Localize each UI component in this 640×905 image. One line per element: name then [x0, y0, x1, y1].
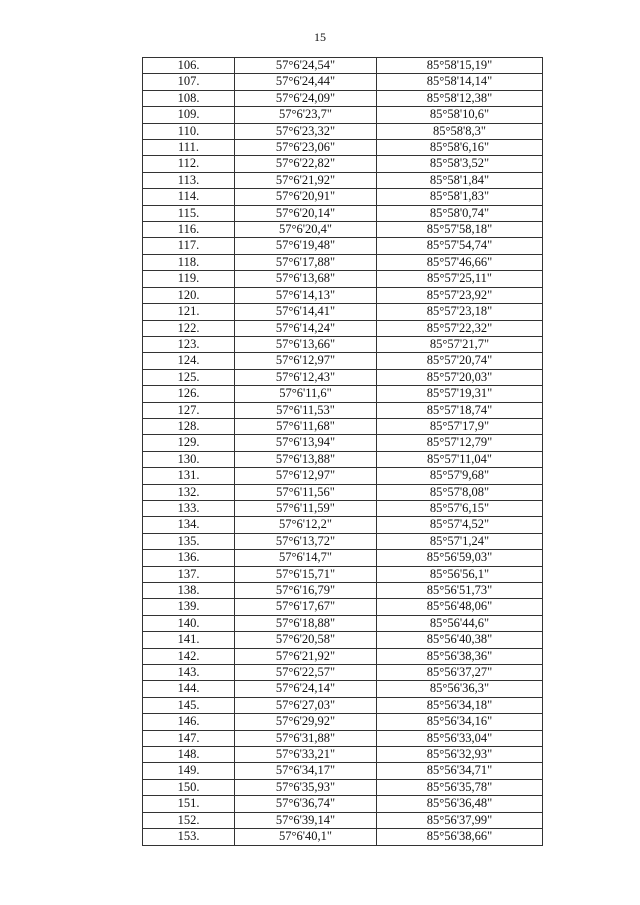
latitude-cell: 57°6'23,32"	[235, 123, 377, 139]
longitude-cell: 85°56'34,18"	[377, 697, 543, 713]
longitude-cell: 85°56'56,1"	[377, 566, 543, 582]
latitude-cell: 57°6'14,24"	[235, 320, 377, 336]
point-number-cell: 126.	[143, 386, 235, 402]
table-row	[143, 550, 543, 566]
latitude-cell: 57°6'11,53"	[235, 402, 377, 418]
table-row	[143, 517, 543, 533]
table-row	[143, 681, 543, 697]
latitude-cell: 57°6'36,74"	[235, 796, 377, 812]
latitude-cell: 57°6'34,17"	[235, 763, 377, 779]
table-row	[143, 304, 543, 320]
latitude-cell: 57°6'27,03"	[235, 697, 377, 713]
table-row	[143, 665, 543, 681]
latitude-cell: 57°6'17,88"	[235, 254, 377, 270]
point-number-cell: 137.	[143, 566, 235, 582]
point-number-cell: 111.	[143, 140, 235, 156]
point-number-cell: 129.	[143, 435, 235, 451]
longitude-cell: 85°58'3,52"	[377, 156, 543, 172]
point-number-cell: 135.	[143, 533, 235, 549]
point-number-cell: 132.	[143, 484, 235, 500]
latitude-cell: 57°6'15,71"	[235, 566, 377, 582]
point-number-cell: 114.	[143, 189, 235, 205]
coordinates-table	[142, 57, 543, 846]
table-row	[143, 156, 543, 172]
latitude-cell: 57°6'20,91"	[235, 189, 377, 205]
point-number-cell: 151.	[143, 796, 235, 812]
point-number-cell: 127.	[143, 402, 235, 418]
longitude-cell: 85°57'8,08"	[377, 484, 543, 500]
table-row	[143, 90, 543, 106]
table-row	[143, 583, 543, 599]
longitude-cell: 85°58'15,19"	[377, 58, 543, 74]
latitude-cell: 57°6'20,14"	[235, 205, 377, 221]
longitude-cell: 85°57'22,32"	[377, 320, 543, 336]
point-number-cell: 144.	[143, 681, 235, 697]
table-row	[143, 320, 543, 336]
table-row	[143, 254, 543, 270]
latitude-cell: 57°6'22,57"	[235, 665, 377, 681]
longitude-cell: 85°56'32,93"	[377, 747, 543, 763]
point-number-cell: 110.	[143, 123, 235, 139]
table-row	[143, 533, 543, 549]
longitude-cell: 85°58'1,84"	[377, 172, 543, 188]
latitude-cell: 57°6'14,13"	[235, 287, 377, 303]
point-number-cell: 149.	[143, 763, 235, 779]
longitude-cell: 85°57'18,74"	[377, 402, 543, 418]
longitude-cell: 85°57'4,52"	[377, 517, 543, 533]
longitude-cell: 85°56'59,03"	[377, 550, 543, 566]
point-number-cell: 115.	[143, 205, 235, 221]
point-number-cell: 136.	[143, 550, 235, 566]
table-row	[143, 500, 543, 516]
table-row	[143, 697, 543, 713]
point-number-cell: 148.	[143, 747, 235, 763]
latitude-cell: 57°6'12,97"	[235, 468, 377, 484]
page-number: 15	[314, 30, 326, 44]
table-row	[143, 763, 543, 779]
longitude-cell: 85°57'11,04"	[377, 451, 543, 467]
latitude-cell: 57°6'11,59"	[235, 500, 377, 516]
point-number-cell: 107.	[143, 74, 235, 90]
table-row	[143, 812, 543, 828]
table-row	[143, 287, 543, 303]
longitude-cell: 85°56'36,48"	[377, 796, 543, 812]
point-number-cell: 143.	[143, 665, 235, 681]
longitude-cell: 85°58'1,83"	[377, 189, 543, 205]
point-number-cell: 116.	[143, 222, 235, 238]
point-number-cell: 138.	[143, 583, 235, 599]
latitude-cell: 57°6'20,58"	[235, 632, 377, 648]
longitude-cell: 85°56'34,71"	[377, 763, 543, 779]
longitude-cell: 85°58'6,16"	[377, 140, 543, 156]
table-row	[143, 484, 543, 500]
table-row	[143, 386, 543, 402]
table-row	[143, 402, 543, 418]
longitude-cell: 85°57'12,79"	[377, 435, 543, 451]
longitude-cell: 85°56'44,6"	[377, 615, 543, 631]
point-number-cell: 153.	[143, 829, 235, 845]
latitude-cell: 57°6'11,6"	[235, 386, 377, 402]
latitude-cell: 57°6'13,88"	[235, 451, 377, 467]
point-number-cell: 106.	[143, 58, 235, 74]
latitude-cell: 57°6'13,66"	[235, 336, 377, 352]
table-row	[143, 615, 543, 631]
longitude-cell: 85°57'58,18"	[377, 222, 543, 238]
longitude-cell: 85°56'40,38"	[377, 632, 543, 648]
table-row	[143, 107, 543, 123]
point-number-cell: 141.	[143, 632, 235, 648]
table-row	[143, 58, 543, 74]
latitude-cell: 57°6'11,68"	[235, 418, 377, 434]
table-row	[143, 172, 543, 188]
table-row	[143, 271, 543, 287]
latitude-cell: 57°6'21,92"	[235, 172, 377, 188]
latitude-cell: 57°6'11,56"	[235, 484, 377, 500]
point-number-cell: 133.	[143, 500, 235, 516]
point-number-cell: 131.	[143, 468, 235, 484]
longitude-cell: 85°56'36,3"	[377, 681, 543, 697]
point-number-cell: 152.	[143, 812, 235, 828]
point-number-cell: 109.	[143, 107, 235, 123]
point-number-cell: 128.	[143, 418, 235, 434]
latitude-cell: 57°6'13,94"	[235, 435, 377, 451]
coordinates-table-body	[143, 58, 543, 846]
table-row	[143, 714, 543, 730]
table-row	[143, 796, 543, 812]
longitude-cell: 85°58'12,38"	[377, 90, 543, 106]
latitude-cell: 57°6'24,44"	[235, 74, 377, 90]
longitude-cell: 85°57'54,74"	[377, 238, 543, 254]
table-row	[143, 205, 543, 221]
table-row	[143, 140, 543, 156]
point-number-cell: 119.	[143, 271, 235, 287]
table-row	[143, 369, 543, 385]
point-number-cell: 123.	[143, 336, 235, 352]
latitude-cell: 57°6'31,88"	[235, 730, 377, 746]
point-number-cell: 120.	[143, 287, 235, 303]
longitude-cell: 85°57'17,9"	[377, 418, 543, 434]
table-row	[143, 123, 543, 139]
table-row	[143, 353, 543, 369]
point-number-cell: 139.	[143, 599, 235, 615]
longitude-cell: 85°58'8,3"	[377, 123, 543, 139]
longitude-cell: 85°57'46,66"	[377, 254, 543, 270]
point-number-cell: 147.	[143, 730, 235, 746]
longitude-cell: 85°56'34,16"	[377, 714, 543, 730]
table-row	[143, 451, 543, 467]
latitude-cell: 57°6'17,67"	[235, 599, 377, 615]
latitude-cell: 57°6'16,79"	[235, 583, 377, 599]
latitude-cell: 57°6'40,1"	[235, 829, 377, 845]
longitude-cell: 85°57'9,68"	[377, 468, 543, 484]
point-number-cell: 113.	[143, 172, 235, 188]
latitude-cell: 57°6'12,2"	[235, 517, 377, 533]
point-number-cell: 145.	[143, 697, 235, 713]
latitude-cell: 57°6'33,21"	[235, 747, 377, 763]
point-number-cell: 140.	[143, 615, 235, 631]
latitude-cell: 57°6'23,06"	[235, 140, 377, 156]
latitude-cell: 57°6'24,09"	[235, 90, 377, 106]
table-row	[143, 222, 543, 238]
point-number-cell: 134.	[143, 517, 235, 533]
longitude-cell: 85°57'1,24"	[377, 533, 543, 549]
latitude-cell: 57°6'12,97"	[235, 353, 377, 369]
table-row	[143, 599, 543, 615]
latitude-cell: 57°6'24,54"	[235, 58, 377, 74]
table-row	[143, 632, 543, 648]
table-row	[143, 238, 543, 254]
latitude-cell: 57°6'23,7"	[235, 107, 377, 123]
table-row	[143, 468, 543, 484]
point-number-cell: 117.	[143, 238, 235, 254]
point-number-cell: 112.	[143, 156, 235, 172]
table-row	[143, 189, 543, 205]
table-row	[143, 648, 543, 664]
longitude-cell: 85°56'38,66"	[377, 829, 543, 845]
latitude-cell: 57°6'19,48"	[235, 238, 377, 254]
table-row	[143, 829, 543, 845]
latitude-cell: 57°6'14,41"	[235, 304, 377, 320]
table-row	[143, 747, 543, 763]
longitude-cell: 85°56'51,73"	[377, 583, 543, 599]
longitude-cell: 85°56'35,78"	[377, 779, 543, 795]
latitude-cell: 57°6'29,92"	[235, 714, 377, 730]
latitude-cell: 57°6'13,72"	[235, 533, 377, 549]
longitude-cell: 85°56'33,04"	[377, 730, 543, 746]
point-number-cell: 150.	[143, 779, 235, 795]
longitude-cell: 85°56'38,36"	[377, 648, 543, 664]
table-row	[143, 336, 543, 352]
latitude-cell: 57°6'13,68"	[235, 271, 377, 287]
point-number-cell: 121.	[143, 304, 235, 320]
table-row	[143, 418, 543, 434]
table-row	[143, 566, 543, 582]
table-row	[143, 779, 543, 795]
latitude-cell: 57°6'18,88"	[235, 615, 377, 631]
longitude-cell: 85°57'21,7"	[377, 336, 543, 352]
longitude-cell: 85°56'37,27"	[377, 665, 543, 681]
latitude-cell: 57°6'14,7"	[235, 550, 377, 566]
latitude-cell: 57°6'24,14"	[235, 681, 377, 697]
longitude-cell: 85°57'23,18"	[377, 304, 543, 320]
latitude-cell: 57°6'12,43"	[235, 369, 377, 385]
point-number-cell: 142.	[143, 648, 235, 664]
point-number-cell: 108.	[143, 90, 235, 106]
latitude-cell: 57°6'21,92"	[235, 648, 377, 664]
longitude-cell: 85°56'37,99"	[377, 812, 543, 828]
longitude-cell: 85°57'19,31"	[377, 386, 543, 402]
longitude-cell: 85°57'25,11"	[377, 271, 543, 287]
point-number-cell: 124.	[143, 353, 235, 369]
longitude-cell: 85°57'6,15"	[377, 500, 543, 516]
latitude-cell: 57°6'39,14"	[235, 812, 377, 828]
latitude-cell: 57°6'35,93"	[235, 779, 377, 795]
point-number-cell: 118.	[143, 254, 235, 270]
table-row	[143, 435, 543, 451]
point-number-cell: 146.	[143, 714, 235, 730]
longitude-cell: 85°57'23,92"	[377, 287, 543, 303]
longitude-cell: 85°57'20,03"	[377, 369, 543, 385]
longitude-cell: 85°58'10,6"	[377, 107, 543, 123]
point-number-cell: 122.	[143, 320, 235, 336]
point-number-cell: 130.	[143, 451, 235, 467]
table-row	[143, 74, 543, 90]
longitude-cell: 85°56'48,06"	[377, 599, 543, 615]
latitude-cell: 57°6'20,4"	[235, 222, 377, 238]
latitude-cell: 57°6'22,82"	[235, 156, 377, 172]
longitude-cell: 85°58'14,14"	[377, 74, 543, 90]
longitude-cell: 85°57'20,74"	[377, 353, 543, 369]
longitude-cell: 85°58'0,74"	[377, 205, 543, 221]
point-number-cell: 125.	[143, 369, 235, 385]
table-row	[143, 730, 543, 746]
